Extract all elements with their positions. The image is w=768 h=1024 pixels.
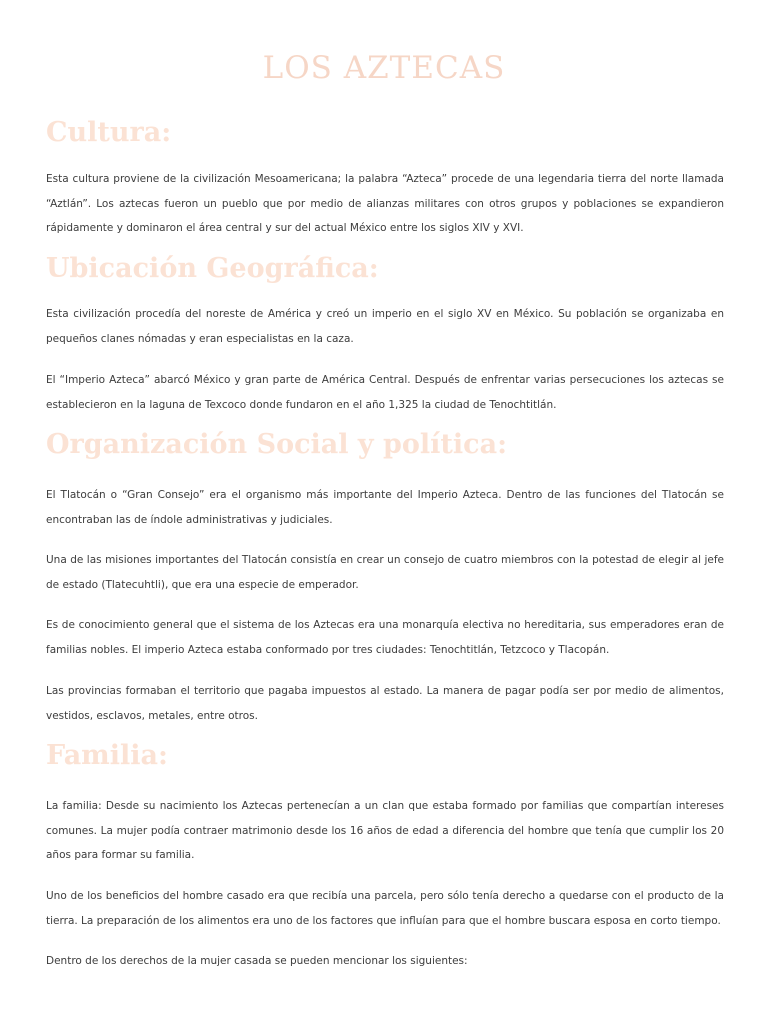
paragraph: Una de las misiones importantes del Tlatocán consistía en crear un consejo de cuatro miembros con la potestad de elegir al jefe de estado (Tlatecuhtli), que era una especie de emperador.: [46, 554, 724, 591]
paragraph: Esta cultura proviene de la civilización Mesoamericana; la palabra “Azteca” procede de una legendaria tierra del norte llamada “Aztlán”. Los aztecas fueron un pueblo que por medio de alianzas militares con otros grupos y poblaciones se expandieron rápidamente y dominaron el área central y sur del actual México entre los siglos XIV y XVI.: [46, 173, 724, 234]
paragraph: El “Imperio Azteca” abarcó México y gran parte de América Central. Después de enfrentar varias persecuciones los aztecas se establecieron en la laguna de Texcoco donde fundaron en el año 1,325 la ciudad de Tenochtitlán.: [46, 374, 724, 411]
paragraph: Dentro de los derechos de la mujer casada se pueden mencionar los siguientes:: [46, 955, 468, 967]
section-heading-cultura: Cultura:: [46, 117, 172, 148]
paragraph: El Tlatocán o “Gran Consejo” era el organismo más importante del Imperio Azteca. Dentro de las funciones del Tlatocán se encontraban las de índole administrativas y judiciales.: [46, 489, 724, 526]
document-title: LOS AZTECAS: [262, 50, 506, 86]
paragraph: Esta civilización procedía del noreste de América y creó un imperio en el siglo XV en México. Su población se organizaba en pequeños clanes nómadas y eran especialistas en la caza.: [46, 308, 724, 345]
paragraph: Uno de los beneficios del hombre casado era que recibía una parcela, pero sólo tenía derecho a quedarse con el producto de la tierra. La preparación de los alimentos era uno de los factores que influían para que el hombre buscara esposa en corto tiempo.: [46, 890, 724, 927]
section-heading-ubicacion: Ubicación Geográfica:: [46, 253, 379, 284]
section-heading-organizacion: Organización Social y política:: [46, 429, 508, 460]
paragraph: Es de conocimiento general que el sistema de los Aztecas era una monarquía electiva no hereditaria, sus emperadores eran de familias nobles. El imperio Azteca estaba conformado por tres ciudades: Tenochtitlán, Tetzcoco y Tlacopán.: [46, 619, 724, 656]
paragraph: La familia: Desde su nacimiento los Aztecas pertenecían a un clan que estaba formado por familias que compartían intereses comunes. La mujer podía contraer matrimonio desde los 16 años de edad a diferencia del hombre que tenía que cumplir los 20 años para formar su familia.: [46, 800, 724, 861]
section-heading-familia: Familia:: [46, 740, 168, 771]
paragraph: Las provincias formaban el territorio que pagaba impuestos al estado. La manera de pagar podía ser por medio de alimentos, vestidos, esclavos, metales, entre otros.: [46, 685, 724, 722]
